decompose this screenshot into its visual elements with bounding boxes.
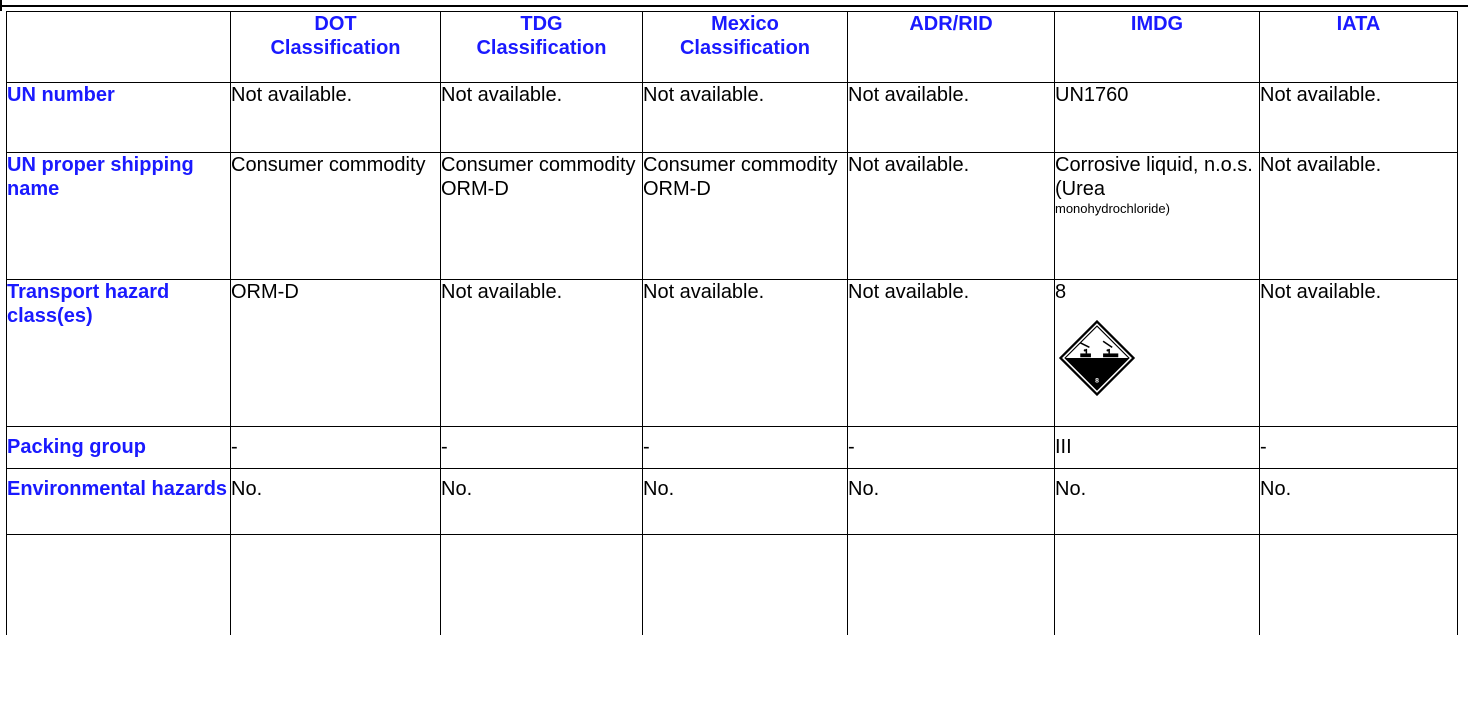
column-header-iata: IATA xyxy=(1260,12,1458,83)
cell-environmental-imdg: No. xyxy=(1055,469,1260,535)
cell-shipping-name-tdg: Consumer commodity ORM-D xyxy=(441,153,643,280)
cell-shipping-name-dot: Consumer commodity xyxy=(231,153,441,280)
cell-shipping-name-iata: Not available. xyxy=(1260,153,1458,280)
row-label-packing-group: Packing group xyxy=(7,427,231,469)
column-header-imdg: IMDG xyxy=(1055,12,1260,83)
cell-shipping-name-mexico: Consumer commodity ORM-D xyxy=(643,153,848,280)
top-rule xyxy=(0,5,1468,7)
column-header-mexico: Mexico Classification xyxy=(643,12,848,83)
empty-cell xyxy=(231,535,441,635)
cell-un-number-imdg: UN1760 xyxy=(1055,83,1260,153)
cell-environmental-tdg: No. xyxy=(441,469,643,535)
empty-cell xyxy=(7,535,231,635)
shipping-name-imdg-text: Corrosive liquid, n.o.s. (Urea xyxy=(1055,154,1253,200)
left-rule xyxy=(0,0,2,11)
row-empty xyxy=(7,535,1458,635)
shipping-name-imdg-small: monohydrochloride) xyxy=(1055,201,1170,216)
cell-hazard-class-adr-rid: Not available. xyxy=(848,280,1055,427)
placard-class-number: 8 xyxy=(1095,377,1099,385)
cell-packing-group-adr-rid: - xyxy=(848,427,1055,469)
column-header-dot: DOT Classification xyxy=(231,12,441,83)
transport-info-table xyxy=(6,11,1458,635)
cell-un-number-mexico: Not available. xyxy=(643,83,848,153)
cell-packing-group-iata: - xyxy=(1260,427,1458,469)
row-label-shipping-name: UN proper shipping name xyxy=(7,153,231,280)
cell-un-number-tdg: Not available. xyxy=(441,83,643,153)
row-packing-group xyxy=(7,427,1458,469)
hazard-class-imdg-text: 8 xyxy=(1055,281,1067,303)
cell-un-number-dot: Not available. xyxy=(231,83,441,153)
column-header-adr-rid: ADR/RID xyxy=(848,12,1055,83)
cell-shipping-name-imdg xyxy=(1055,153,1260,280)
cell-environmental-mexico: No. xyxy=(643,469,848,535)
cell-packing-group-imdg: III xyxy=(1055,427,1260,469)
cell-packing-group-dot: - xyxy=(231,427,441,469)
cell-shipping-name-adr-rid: Not available. xyxy=(848,153,1055,280)
cell-environmental-iata: No. xyxy=(1260,469,1458,535)
row-un-number xyxy=(7,83,1458,153)
cell-un-number-adr-rid: Not available. xyxy=(848,83,1055,153)
cell-packing-group-tdg: - xyxy=(441,427,643,469)
cell-hazard-class-tdg: Not available. xyxy=(441,280,643,427)
empty-cell xyxy=(643,535,848,635)
empty-cell xyxy=(1055,535,1260,635)
cell-un-number-iata: Not available. xyxy=(1260,83,1458,153)
row-environmental xyxy=(7,469,1458,535)
cell-environmental-adr-rid: No. xyxy=(848,469,1055,535)
header-row xyxy=(7,12,1458,83)
row-label-environmental: Environmental hazards xyxy=(7,469,231,535)
empty-cell xyxy=(441,535,643,635)
cell-hazard-class-mexico: Not available. xyxy=(643,280,848,427)
corner-cell xyxy=(7,12,231,83)
empty-cell xyxy=(1260,535,1458,635)
corrosive-placard-icon xyxy=(1059,320,1135,396)
cell-environmental-dot: No. xyxy=(231,469,441,535)
row-label-un-number: UN number xyxy=(7,83,231,153)
cell-hazard-class-dot: ORM-D xyxy=(231,280,441,427)
row-hazard-class xyxy=(7,280,1458,427)
cell-hazard-class-imdg xyxy=(1055,280,1260,427)
cell-packing-group-mexico: - xyxy=(643,427,848,469)
empty-cell xyxy=(848,535,1055,635)
row-label-hazard-class: Transport hazard class(es) xyxy=(7,280,231,427)
column-header-tdg: TDG Classification xyxy=(441,12,643,83)
cell-hazard-class-iata: Not available. xyxy=(1260,280,1458,427)
row-shipping-name xyxy=(7,153,1458,280)
